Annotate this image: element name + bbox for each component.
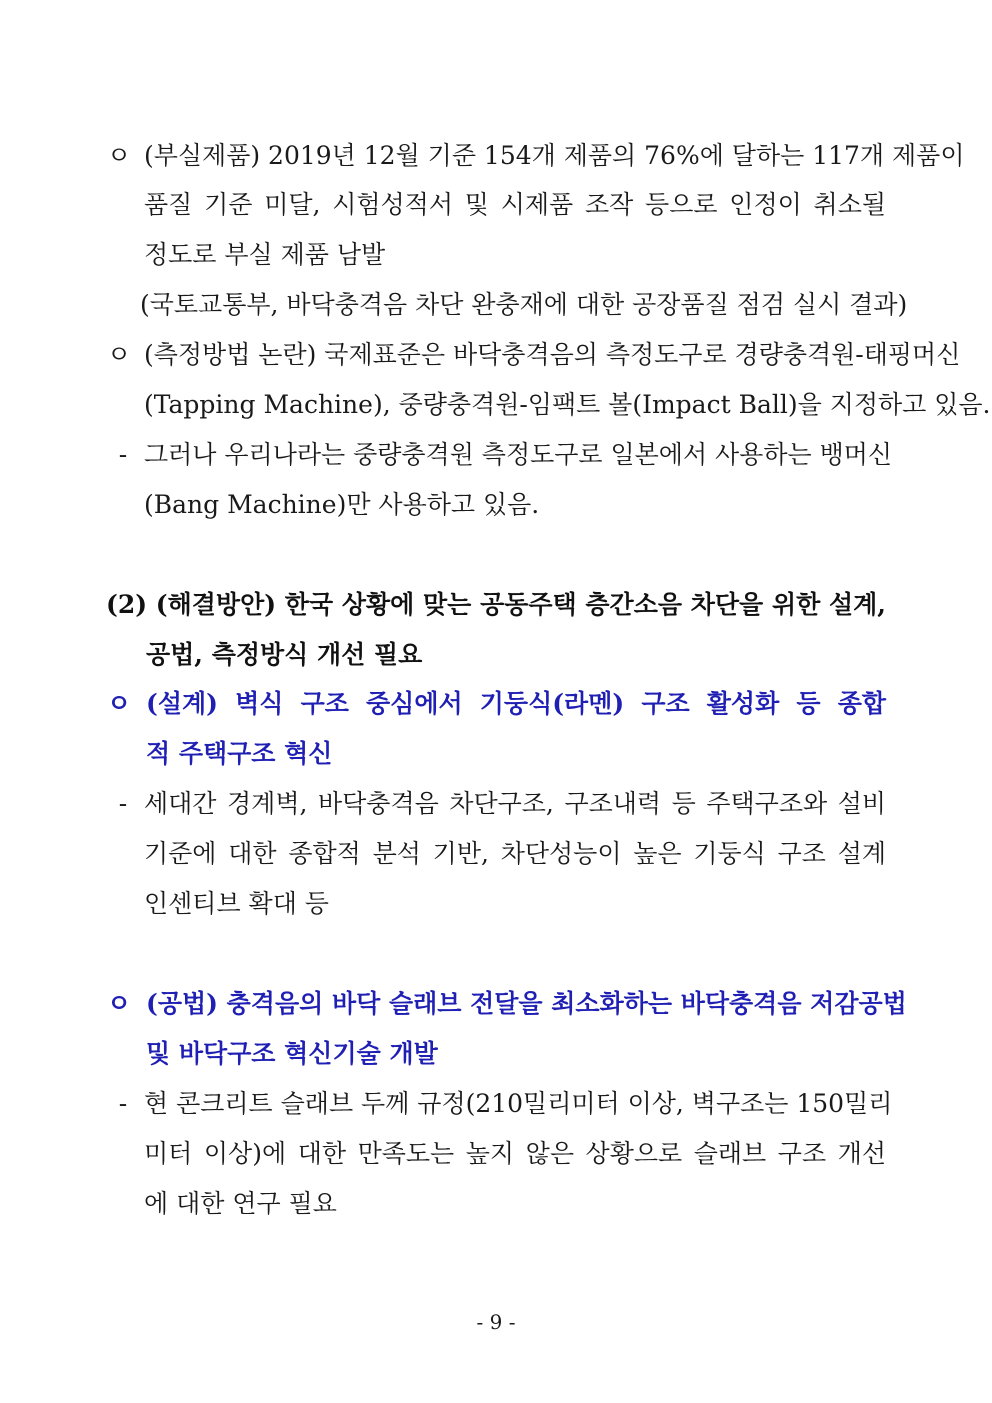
paragraph-line: 세대간 경계벽, 바닥충격음 차단구조, 구조내력 등 주택구조와 설비: [144, 789, 886, 818]
bullet-dash: -: [118, 1089, 128, 1118]
section-heading: 공법, 측정방식 개선 필요: [146, 640, 423, 669]
bullet-circle: ㅇ: [106, 689, 132, 718]
source-note: (국토교통부, 바닥충격음 차단 완충재에 대한 공장품질 점검 실시 결과): [140, 290, 908, 319]
bullet-circle: ㅇ: [106, 141, 132, 170]
page-number: - 9 -: [476, 1310, 516, 1334]
paragraph-line: 현 콘크리트 슬래브 두께 규정(210밀리미터 이상, 벽구조는 150밀리: [144, 1089, 893, 1118]
paragraph-line: 에 대한 연구 필요: [144, 1189, 337, 1218]
paragraph-line: 기준에 대한 종합적 분석 기반, 차단성능이 높은 기둥식 구조 설계: [144, 839, 886, 868]
section-heading: (2) (해결방안) 한국 상황에 맞는 공동주택 층간소음 차단을 위한 설계,: [106, 590, 886, 619]
paragraph-line: 인센티브 확대 등: [144, 889, 329, 918]
paragraph-line: (측정방법 논란) 국제표준은 바닥충격음의 측정도구로 경량충격원-태핑머신: [144, 340, 961, 369]
paragraph-line: 정도로 부실 제품 남발: [144, 240, 386, 269]
subheading-line: 및 바닥구조 혁신기술 개발: [146, 1039, 438, 1068]
paragraph-line: (부실제품) 2019년 12월 기준 154개 제품의 76%에 달하는 117개 제품이: [144, 141, 965, 170]
bullet-circle: ㅇ: [106, 340, 132, 369]
subheading-line: (설계) 벽식 구조 중심에서 기둥식(라멘) 구조 활성화 등 종합: [146, 689, 886, 718]
bullet-circle: ㅇ: [106, 989, 132, 1018]
subheading-line: (공법) 충격음의 바닥 슬래브 전달을 최소화하는 바닥충격음 저감공법: [146, 989, 907, 1018]
paragraph-line: 품질 기준 미달, 시험성적서 및 시제품 조작 등으로 인정이 취소될: [144, 190, 886, 219]
bullet-dash: -: [118, 789, 128, 818]
paragraph-line: 그러나 우리나라는 중량충격원 측정도구로 일본에서 사용하는 뱅머신: [144, 440, 893, 469]
paragraph-line: (Bang Machine)만 사용하고 있음.: [144, 490, 540, 519]
subheading-line: 적 주택구조 혁신: [146, 739, 333, 768]
paragraph-line: 미터 이상)에 대한 만족도는 높지 않은 상황으로 슬래브 구조 개선: [144, 1139, 886, 1168]
paragraph-line: (Tapping Machine), 중량충격원-임팩트 볼(Impact Ball)을 지정하고 있음.: [144, 390, 991, 419]
bullet-dash: -: [118, 440, 128, 469]
